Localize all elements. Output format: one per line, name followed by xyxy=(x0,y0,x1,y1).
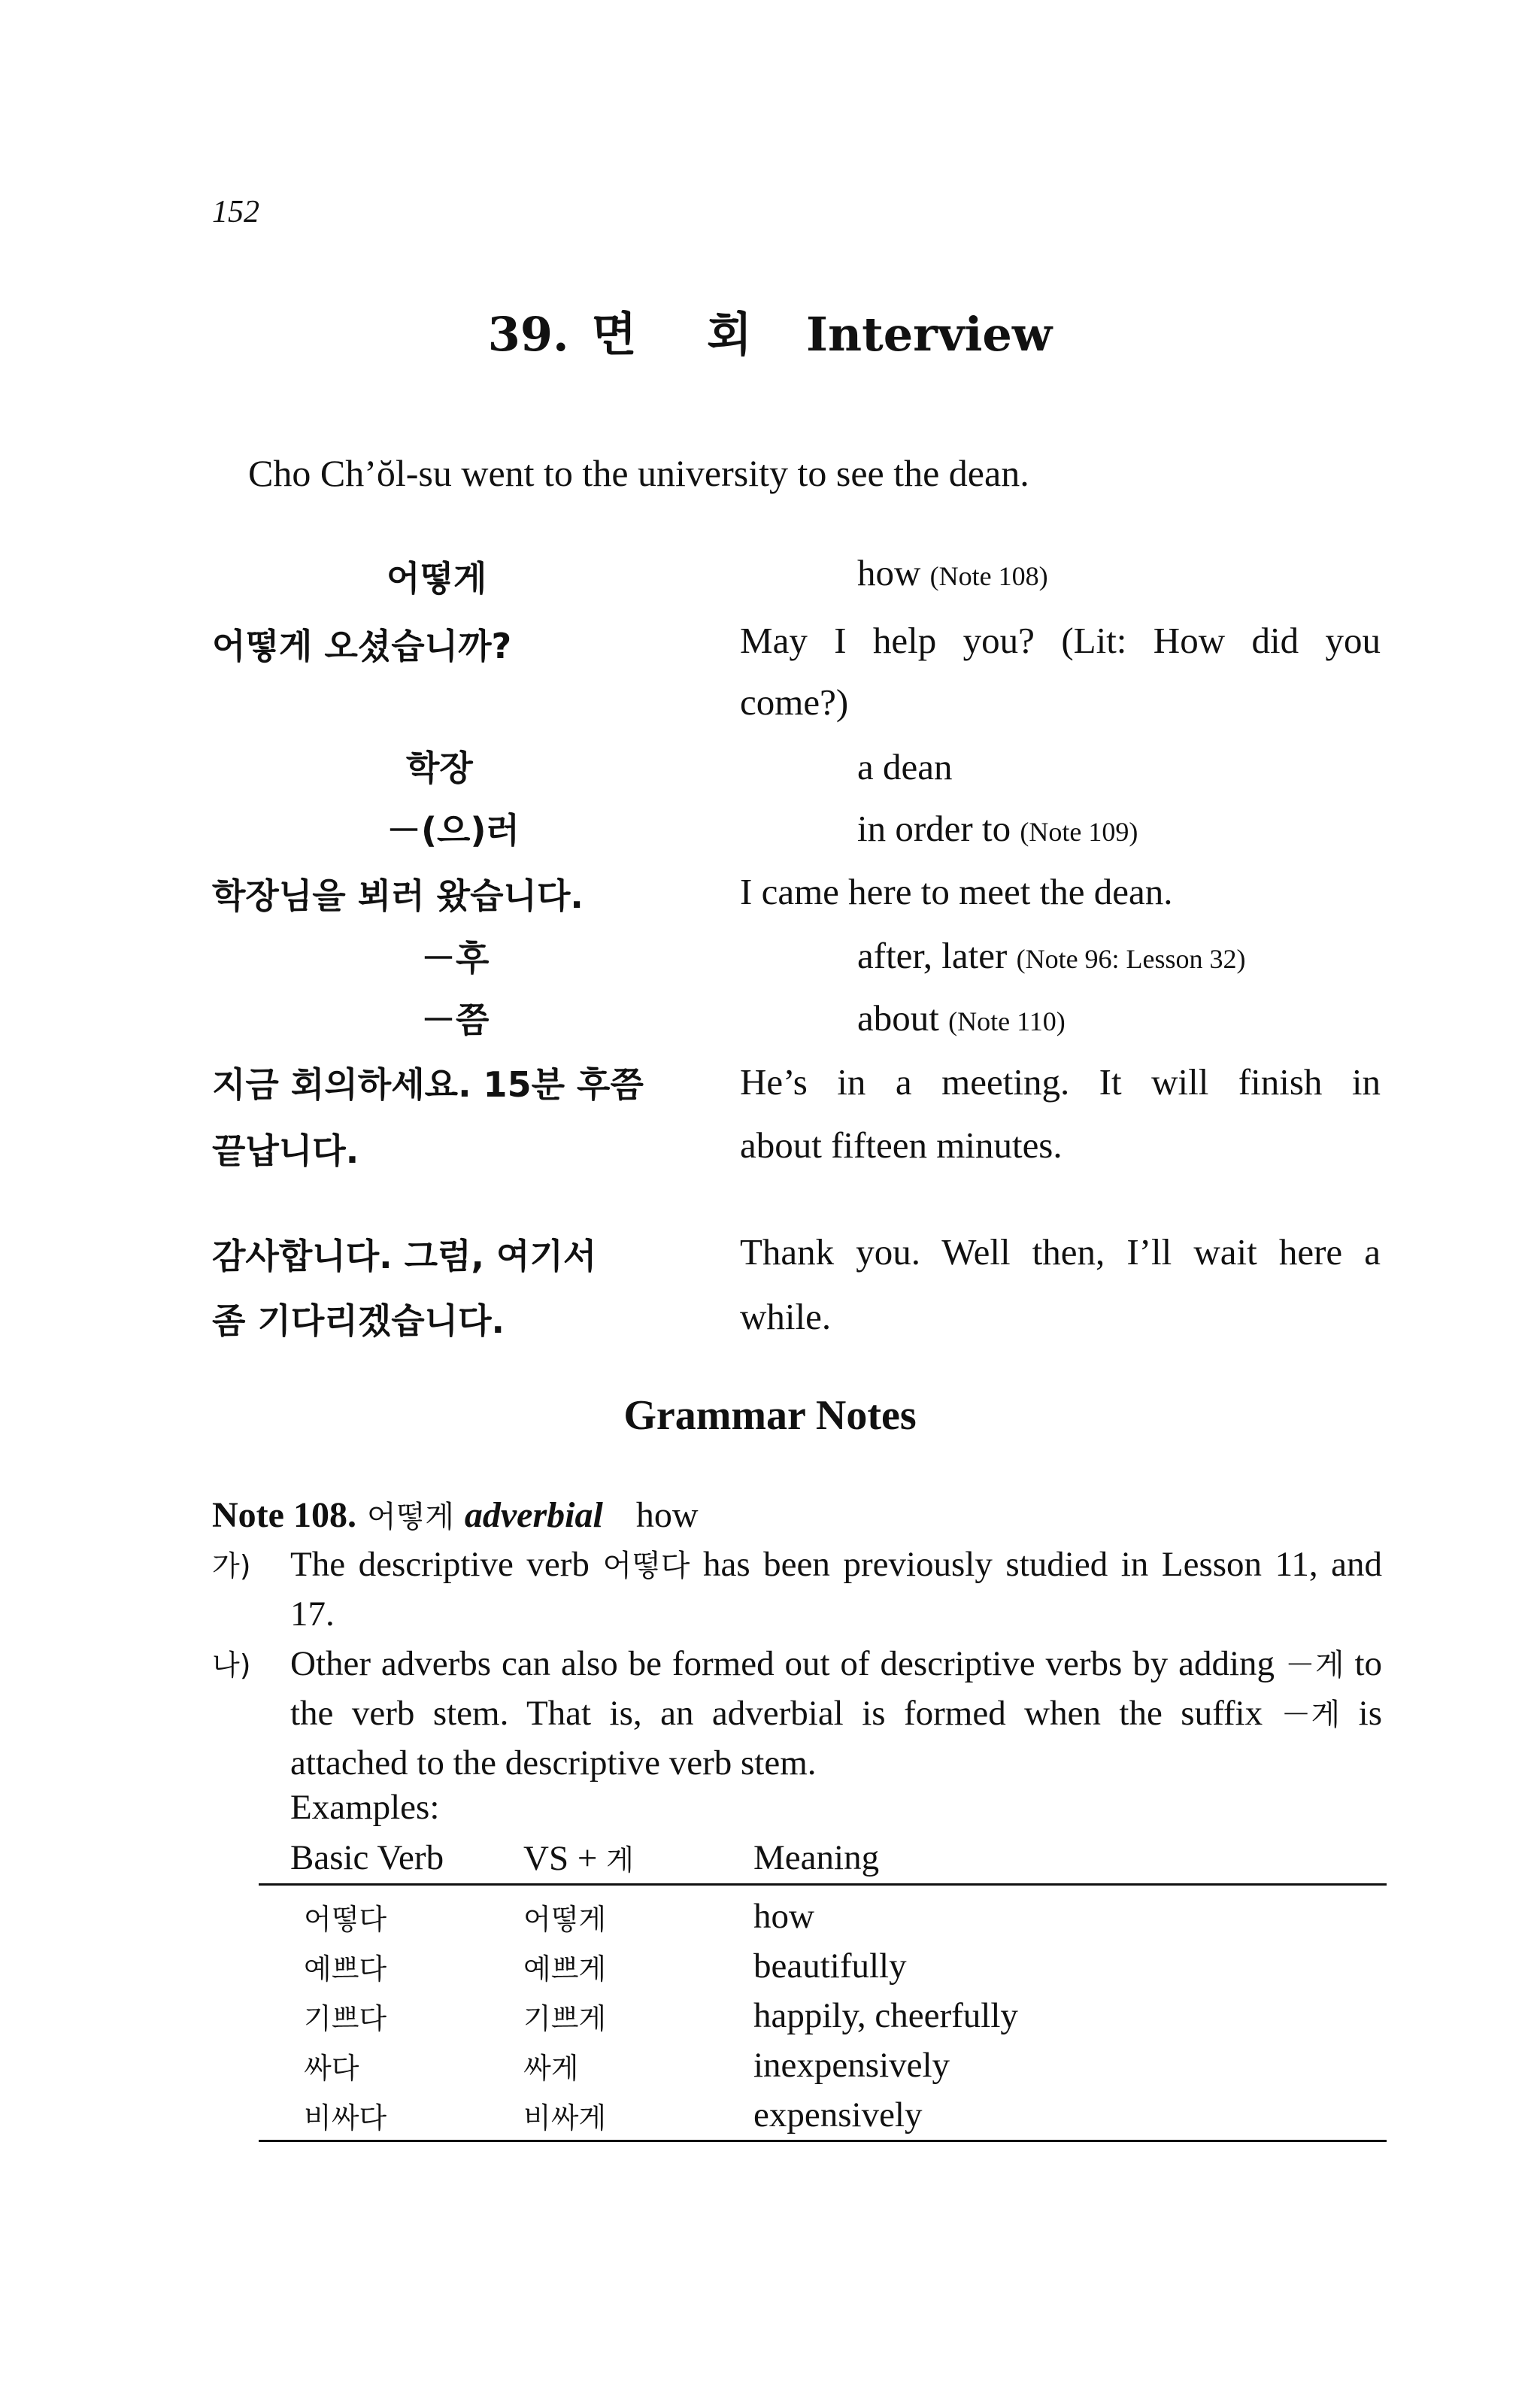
lesson-number: 39. xyxy=(487,307,569,362)
cell-basic: 어떻다 xyxy=(304,1902,387,1936)
paragraph-ko: －게 xyxy=(1281,1698,1341,1732)
paragraph-marker: 가) xyxy=(212,1549,251,1582)
dialogue-en-cont: about fifteen minutes. xyxy=(740,1124,1063,1166)
lesson-title-english: Interview xyxy=(806,307,1053,362)
paragraph-text: Other adverbs can also be formed out of descriptive verbs by adding xyxy=(290,1644,1275,1683)
dialogue-ko: －(으)러 xyxy=(387,810,520,851)
dialogue-en xyxy=(857,807,1138,850)
paragraph-text: is attached to the descriptive verb stem. xyxy=(290,1694,1382,1783)
note-ref: (Note 108) xyxy=(929,561,1048,591)
cell-vs: 예쁘게 xyxy=(523,1952,607,1986)
note-keyword: adverbial xyxy=(464,1495,603,1535)
grammar-paragraph xyxy=(212,1540,1385,1638)
table-row xyxy=(259,2041,1387,2090)
dialogue-en xyxy=(857,934,1246,977)
note-number: Note 108. xyxy=(212,1495,356,1535)
dialogue-en: a dean xyxy=(857,746,953,787)
lesson-title xyxy=(0,297,1540,364)
table-row xyxy=(259,1885,1387,1942)
paragraph-text: has been previously studied in Lesson 11, and 17. xyxy=(290,1545,1383,1634)
paragraph-ko: －게 xyxy=(1284,1648,1344,1682)
cell-basic: 싸다 xyxy=(304,2051,359,2085)
dialogue-ko: －쯤 xyxy=(421,1000,490,1040)
grammar-paragraph xyxy=(212,1640,1385,1787)
lesson-title-korean: 면 회 xyxy=(591,307,779,362)
dialogue-en-cont: while. xyxy=(740,1296,832,1337)
cell-basic: 예쁘다 xyxy=(304,1952,387,1986)
note-ref: (Note 109) xyxy=(1020,817,1138,847)
dialogue-ko: －후 xyxy=(421,938,490,979)
header-meaning: Meaning xyxy=(753,1835,1387,1885)
note-korean: 어떻게 xyxy=(366,1500,454,1534)
paragraph-marker: 나) xyxy=(212,1649,251,1682)
dialogue-en-cont: come?) xyxy=(740,681,849,723)
cell-meaning: how xyxy=(753,1897,814,1936)
dialogue-en xyxy=(857,997,1066,1039)
table-row xyxy=(259,1941,1387,1991)
dialogue-en-text: how xyxy=(857,552,921,593)
paragraph-text: The descriptive verb xyxy=(290,1545,590,1584)
cell-meaning: expensively xyxy=(753,2090,1387,2141)
dialogue-en: He’s in a meeting. It will finish in xyxy=(740,1061,1381,1103)
cell-vs: 어떻게 xyxy=(523,1902,607,1936)
table-header-row xyxy=(259,1835,1387,1885)
cell-basic: 기쁘다 xyxy=(304,2001,387,2035)
header-vs-ko: 게 xyxy=(606,1843,634,1877)
table-row xyxy=(259,1991,1387,2041)
paragraph-body xyxy=(290,1540,1382,1638)
dialogue-ko: 학장 xyxy=(406,748,473,788)
paragraph-text: to the verb stem. That is, an adverbial is formed when the suffix xyxy=(290,1644,1383,1733)
cell-vs: 비싸게 xyxy=(523,2090,753,2141)
cell-meaning: inexpensively xyxy=(753,2046,950,2085)
cell-basic: 비싸다 xyxy=(259,2090,523,2141)
dialogue-en: Thank you. Well then, I’ll wait here a xyxy=(740,1231,1381,1273)
note-ref: (Note 96: Lesson 32) xyxy=(1016,944,1246,974)
examples-table xyxy=(259,1835,1387,2142)
table-row xyxy=(259,2090,1387,2141)
paragraph-body xyxy=(290,1640,1382,1787)
dialogue-ko: 학장님을 뵈러 왔습니다. xyxy=(212,875,584,916)
dialogue-en-text: in order to xyxy=(857,808,1011,849)
grammar-notes-title: Grammar Notes xyxy=(623,1392,917,1439)
intro-sentence: Cho Ch’ŏl-su went to the university to see the dean. xyxy=(248,452,1029,494)
note-meaning: how xyxy=(635,1495,699,1535)
header-vs xyxy=(523,1835,753,1885)
dialogue-ko-cont: 끝납니다. xyxy=(212,1130,359,1171)
note-heading xyxy=(212,1493,699,1536)
dialogue-ko-cont: 좀 기다리겠습니다. xyxy=(212,1300,505,1341)
dialogue-ko: 지금 회의하세요. 15분 후쯤 xyxy=(212,1064,644,1105)
cell-vs: 기쁘게 xyxy=(523,2001,607,2035)
header-basic-verb: Basic Verb xyxy=(259,1835,523,1885)
dialogue-en xyxy=(857,551,1048,594)
examples-label: Examples: xyxy=(290,1788,440,1827)
dialogue-ko: 감사합니다. 그럼, 여기서 xyxy=(212,1236,597,1276)
note-ref: (Note 110) xyxy=(948,1006,1066,1036)
dialogue-en: May I help you? (Lit: How did you xyxy=(740,620,1381,661)
cell-vs: 싸게 xyxy=(523,2051,579,2085)
dialogue-ko: 어떻게 오셨습니까? xyxy=(212,626,512,666)
dialogue-en-text: after, later xyxy=(857,935,1008,976)
paragraph-ko: 어떻다 xyxy=(602,1549,690,1583)
header-vs-prefix: VS + xyxy=(523,1839,598,1878)
page-number: 152 xyxy=(212,195,259,229)
dialogue-ko: 어떻게 xyxy=(387,558,487,599)
dialogue-en-text: about xyxy=(857,997,939,1039)
dialogue-en: I came here to meet the dean. xyxy=(740,871,1173,912)
cell-meaning: beautifully xyxy=(753,1946,907,1986)
cell-meaning: happily, cheerfully xyxy=(753,1996,1018,2035)
